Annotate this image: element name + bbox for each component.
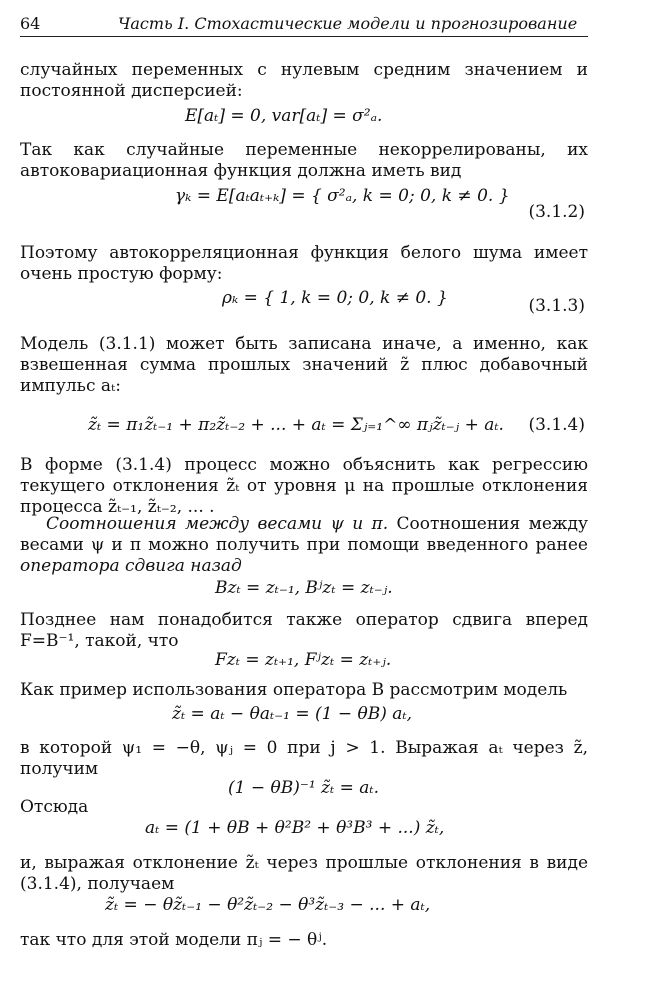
- equation-mean-variance: [185, 106, 382, 126]
- paragraph-6: [20, 514, 588, 577]
- equation-text: Bzₜ = zₜ₋₁, Bʲzₜ = zₜ₋ⱼ.: [215, 578, 393, 598]
- paragraph-6-text: Соотношения между весами ψ и π можно получить при помощи введенного ранее: [20, 514, 588, 555]
- equation-text: aₜ = (1 + θB + θ²B² + θ³B³ + ...) z̃ₜ,: [145, 818, 445, 838]
- paragraph-12: так что для этой модели πⱼ = − θʲ.: [20, 930, 328, 950]
- paragraph-3: Поэтому автокорреляционная функция белого шума имеет очень простую форму:: [20, 243, 588, 284]
- equation-text: Fzₜ = zₜ₊₁, Fʲzₜ = zₜ₊ⱼ.: [215, 650, 392, 670]
- equation-text: z̃ₜ = − θz̃ₜ₋₁ − θ²z̃ₜ₋₂ − θ³z̃ₜ₋₃ − ... + aₜ,: [105, 895, 431, 915]
- section-run-in-title: Соотношения между весами ψ и π.: [46, 514, 389, 534]
- equation-text: γₖ = E[aₜaₜ₊ₖ] = { σ²ₐ, k = 0; 0, k ≠ 0. }: [175, 186, 510, 206]
- paragraph-2: Так как случайные переменные некоррелированы, их автоковариационная функция должна иметь вид: [20, 140, 588, 181]
- page-header: [20, 10, 588, 37]
- paragraph-1: случайных переменных с нулевым средним значением и постоянной дисперсией:: [20, 60, 588, 101]
- equation-number-3-1-3: (3.1.3): [528, 296, 585, 316]
- equation-number-3-1-4: (3.1.4): [528, 415, 585, 435]
- paragraph-10: Отсюда: [20, 797, 89, 817]
- equation-text: z̃ₜ = aₜ − θaₜ₋₁ = (1 − θB) aₜ,: [172, 704, 412, 724]
- equation-model: [172, 704, 412, 724]
- page-number: 64: [20, 14, 41, 33]
- equation-text: E[aₜ] = 0, var[aₜ] = σ²ₐ.: [185, 106, 383, 126]
- paragraph-4: Модель (3.1.1) может быть записана иначе, а именно, как взвешенная сумма прошлых значений z̃ плюс добавочный импульс aₜ:: [20, 334, 588, 396]
- equation-backshift: [215, 578, 393, 598]
- equation-text: ρₖ = { 1, k = 0; 0, k ≠ 0. }: [222, 288, 448, 308]
- equation-result: [105, 895, 430, 915]
- equation-expansion: [145, 818, 444, 838]
- equation-text: (1 − θB)⁻¹ z̃ₜ = aₜ.: [228, 778, 379, 798]
- paragraph-7: Позднее нам понадобится также оператор сдвига вперед F=B⁻¹, такой, что: [20, 610, 588, 651]
- paragraph-5: В форме (3.1.4) процесс можно объяснить как регрессию текущего отклонения z̃ₜ от уровня μ на прошлые отклонения процесса z̃ₜ₋₁, z̃ₜ₋₂, ... .: [20, 455, 588, 517]
- equation-text: z̃ₜ = π₁z̃ₜ₋₁ + π₂z̃ₜ₋₂ + ... + aₜ = Σⱼ₌₁^∞ πⱼz̃ₜ₋ⱼ + aₜ.: [88, 415, 504, 435]
- paragraph-9: в которой ψ₁ = −θ, ψⱼ = 0 при j > 1. Выражая aₜ через z̃, получим: [20, 738, 588, 779]
- equation-number-3-1-2: (3.1.2): [528, 202, 585, 222]
- running-title: Часть I. Стохастические модели и прогнозирование: [118, 14, 578, 33]
- paragraph-11: и, выражая отклонение z̃ₜ через прошлые отклонения в виде (3.1.4), получаем: [20, 853, 588, 894]
- equation-3-1-3: [222, 288, 448, 308]
- paragraph-6-italic: оператора сдвига назад: [20, 556, 242, 576]
- equation-3-1-4: [88, 415, 504, 435]
- equation-forward: [215, 650, 391, 670]
- equation-inverse: [228, 778, 379, 798]
- equation-3-1-2: [175, 186, 510, 206]
- paragraph-8: Как пример использования оператора B рассмотрим модель: [20, 680, 568, 700]
